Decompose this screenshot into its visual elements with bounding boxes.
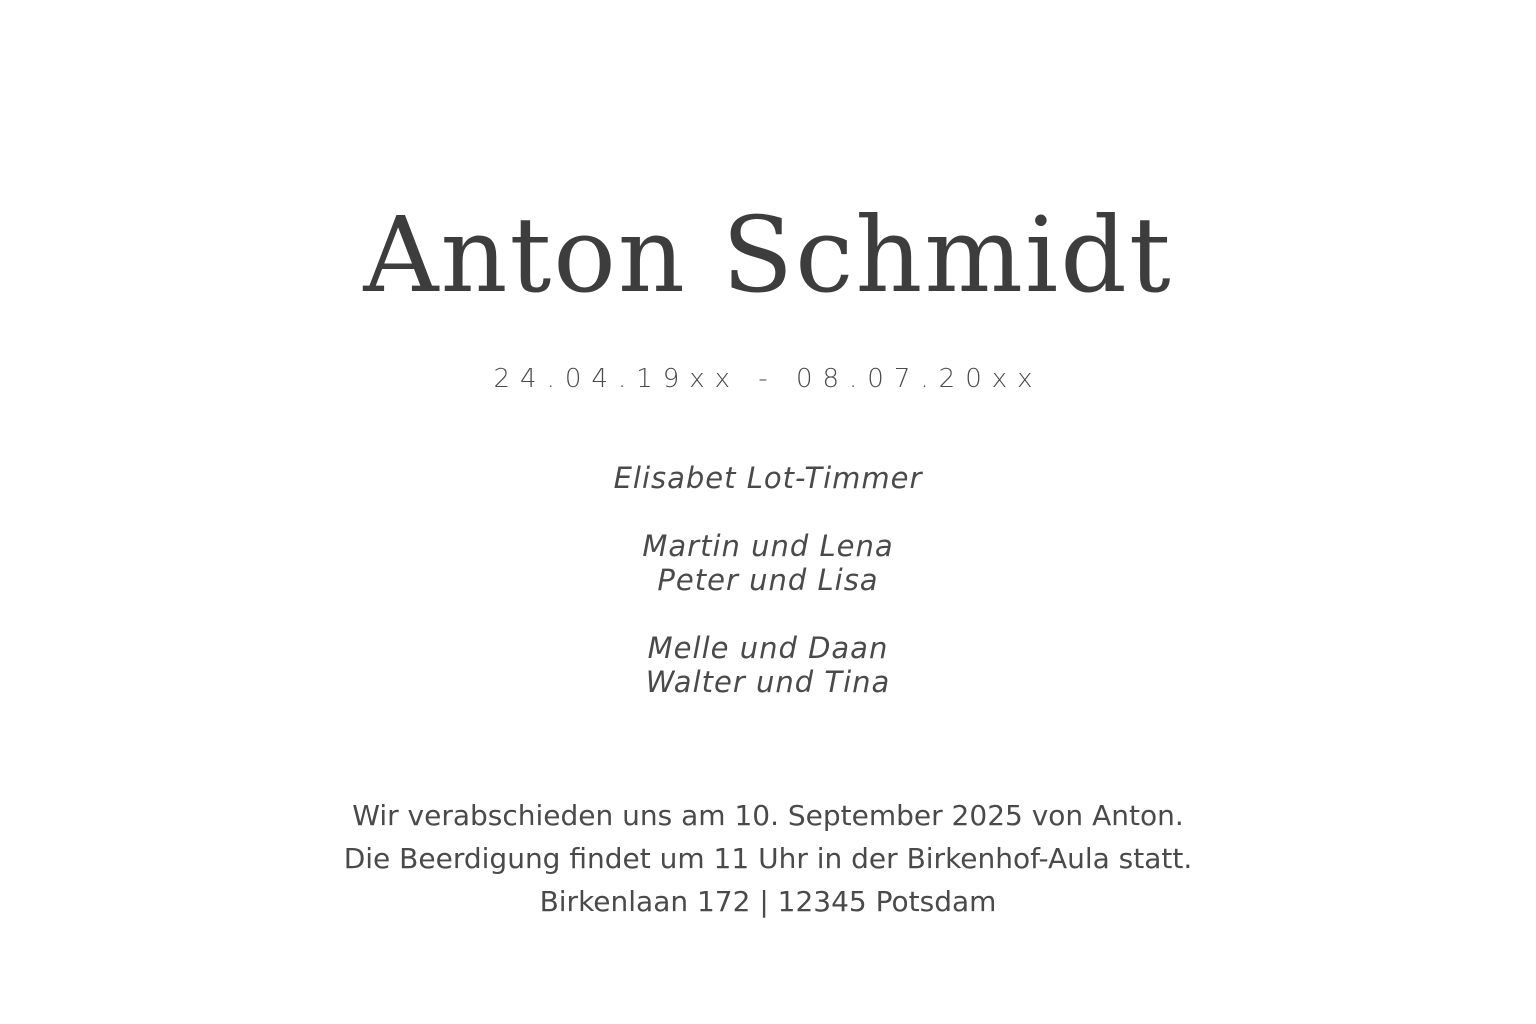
family-member-line: Peter und Lisa — [657, 563, 879, 597]
family-group-grandchildren — [0, 631, 1536, 699]
notice-line-address: Birkenlaan 172 | 12345 Potsdam — [539, 885, 997, 918]
family-group-children — [0, 529, 1536, 597]
notice-line-ceremony: Die Beerdigung findet um 11 Uhr in der Birkenhof-Aula statt. — [343, 842, 1193, 875]
family-member-line: Walter und Tina — [645, 665, 891, 699]
family-member-line: Melle und Daan — [647, 631, 889, 665]
notice-line-farewell: Wir verabschieden uns am 10. September 2025 von Anton. — [352, 799, 1184, 832]
life-dates: 24.04.19xx - 08.07.20xx — [493, 364, 1043, 394]
family-group-spouse — [0, 461, 1536, 495]
deceased-name: Anton Schmidt — [363, 194, 1173, 316]
family-member-line: Martin und Lena — [642, 529, 894, 563]
ceremony-notice — [0, 794, 1536, 923]
family-member-line: Elisabet Lot-Timmer — [613, 461, 923, 495]
